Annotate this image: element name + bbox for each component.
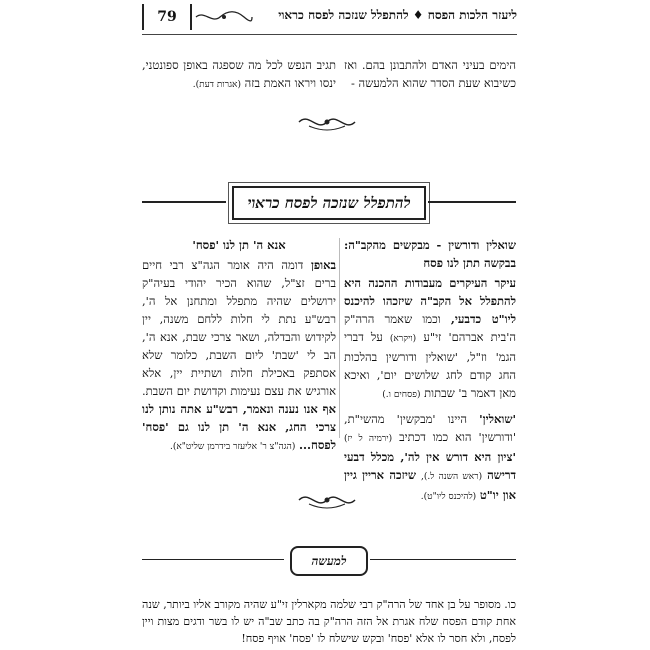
right-p1-bold: עיקר העיקרים מעבודות ההכנה היא להתפלל אל הקב"ה שיזכהו להיכנס ליו"ט כדבעי, (344, 276, 516, 326)
page-number: 79 (142, 4, 192, 30)
top-right-paragraph (344, 56, 516, 92)
divider-ornament-icon-2 (295, 490, 359, 510)
top-left-paragraph (142, 56, 336, 94)
header-rule (142, 34, 517, 35)
left-p1-text: דומה היה אומר הגה"צ רבי חיים ברים זצ"ל, שהוא הכיר יהודי בעיה"ק ירושלים שהיה מתפלל ומתחנן אל ה', רבש"ע נתת לי חלות ללחם משנה, יין לקידוש והבדלה, ושאר צרכי שבת, אנא ה', הב לי 'שבת' ליום השבת, כלומר שלא אסתפק באכילת חלות ושתיית יין, אלא אורגיש את עצם נעימות וקדושת יום השבת. (142, 258, 336, 398)
top-left-source: (אגרות דעת). (192, 80, 241, 90)
right-p2-source-2: (ראש השנה ל.), (420, 472, 483, 482)
title-rule-left (142, 201, 226, 203)
right-p2-source-3: (להיכנס ליו"ט). (420, 492, 477, 502)
right-p1-source-1: (ויקרא) (389, 334, 417, 344)
left-column-heading: אנא ה' תן לנו 'פסח' (192, 238, 286, 252)
title-rule-right (428, 201, 516, 203)
right-column (344, 236, 516, 506)
column-separator (339, 238, 340, 438)
top-left-text: תגיב הנפש לכל מה שספגה באופן ספונטני, ינסו ויראו האמת בזה (142, 58, 336, 90)
right-column-heading: שואלין ודורשין - מבקשים מהקב"ה: בבקשה תתן לנו פסח (344, 238, 516, 270)
divider-ornament-icon (295, 112, 359, 132)
right-p1-text-2: על דברי הגמ' וז"ל, 'שואלין ודורשין בהלכות החג קודם לחג שלושים יום', ואיכא מאן דאמר ב' שבתות (344, 330, 516, 400)
running-title: ליעזר הלכות הפסח ♦ להתפלל שנזכה לפסח כראוי (278, 8, 517, 22)
lemaaseh-rule-right (370, 559, 516, 560)
left-paragraph-1 (142, 256, 336, 456)
right-p2-bold-2: 'ציון היא דורש אין לה', מכלל דבעי דרישה (344, 450, 517, 482)
top-right-text: הימים בעיני האדם ולהתבונן בהם. ואז כשיבוא שעת הסדר שהוא הלמעשה - (344, 58, 516, 90)
left-p1-bold: באופן (310, 258, 337, 272)
left-p1-source: (הגה"צ ר' אליעזר בידרמן שליט"א). (169, 442, 296, 452)
right-p1-text: וכמו שאמר הרה"ק ה'בית אברהם' זי"ע (344, 312, 516, 344)
bottom-paragraph (142, 596, 516, 647)
page-header (142, 4, 517, 32)
section-title: להתפלל שנזכה לפסח כראוי (247, 193, 411, 212)
bottom-text: כו. מסופר על בן אחד של הרה"ק רבי שלמה מקארלין זי"ע שהיה מקורב אליו ביותר, שנה אחת קודם הפסח שלח אגרת אל הזה הרה"ק בה כתב שב"ה יש לו בשר ודגים מצות ויין לפסח, ולא חסר לו אלא 'פסח' ובקש שישלח לו 'פסח' אויף פסח! (142, 598, 516, 645)
right-paragraph-1 (344, 274, 516, 404)
left-column (142, 236, 336, 456)
right-p1-source-2: (פסחים ו.) (382, 390, 421, 400)
lemaaseh-title: למעשה (311, 553, 347, 568)
right-p2-text: היינו 'מבקשין' מהשי"ת, 'ודורשין' הוא כמו דכתיב (344, 412, 516, 444)
right-paragraph-2 (344, 410, 516, 506)
lemaaseh-frame (290, 546, 368, 576)
left-p1-bold-2: אף אנו נענה ונאמר, רבש"ע אתה נותן לנו צרכי החג, אנא ה' תן לנו גם 'פסח' לפסח... (142, 402, 336, 452)
lemaaseh-rule-left (142, 559, 284, 560)
right-p2-source-1: (ירמיה ל יז) (344, 434, 393, 444)
scroll-ornament-icon (194, 10, 254, 24)
right-p2-bold-3: שיזכה אריין גיין און יו"ט (344, 468, 516, 502)
right-p2-bold: 'שואלין' (479, 412, 516, 426)
section-title-frame (232, 186, 426, 220)
